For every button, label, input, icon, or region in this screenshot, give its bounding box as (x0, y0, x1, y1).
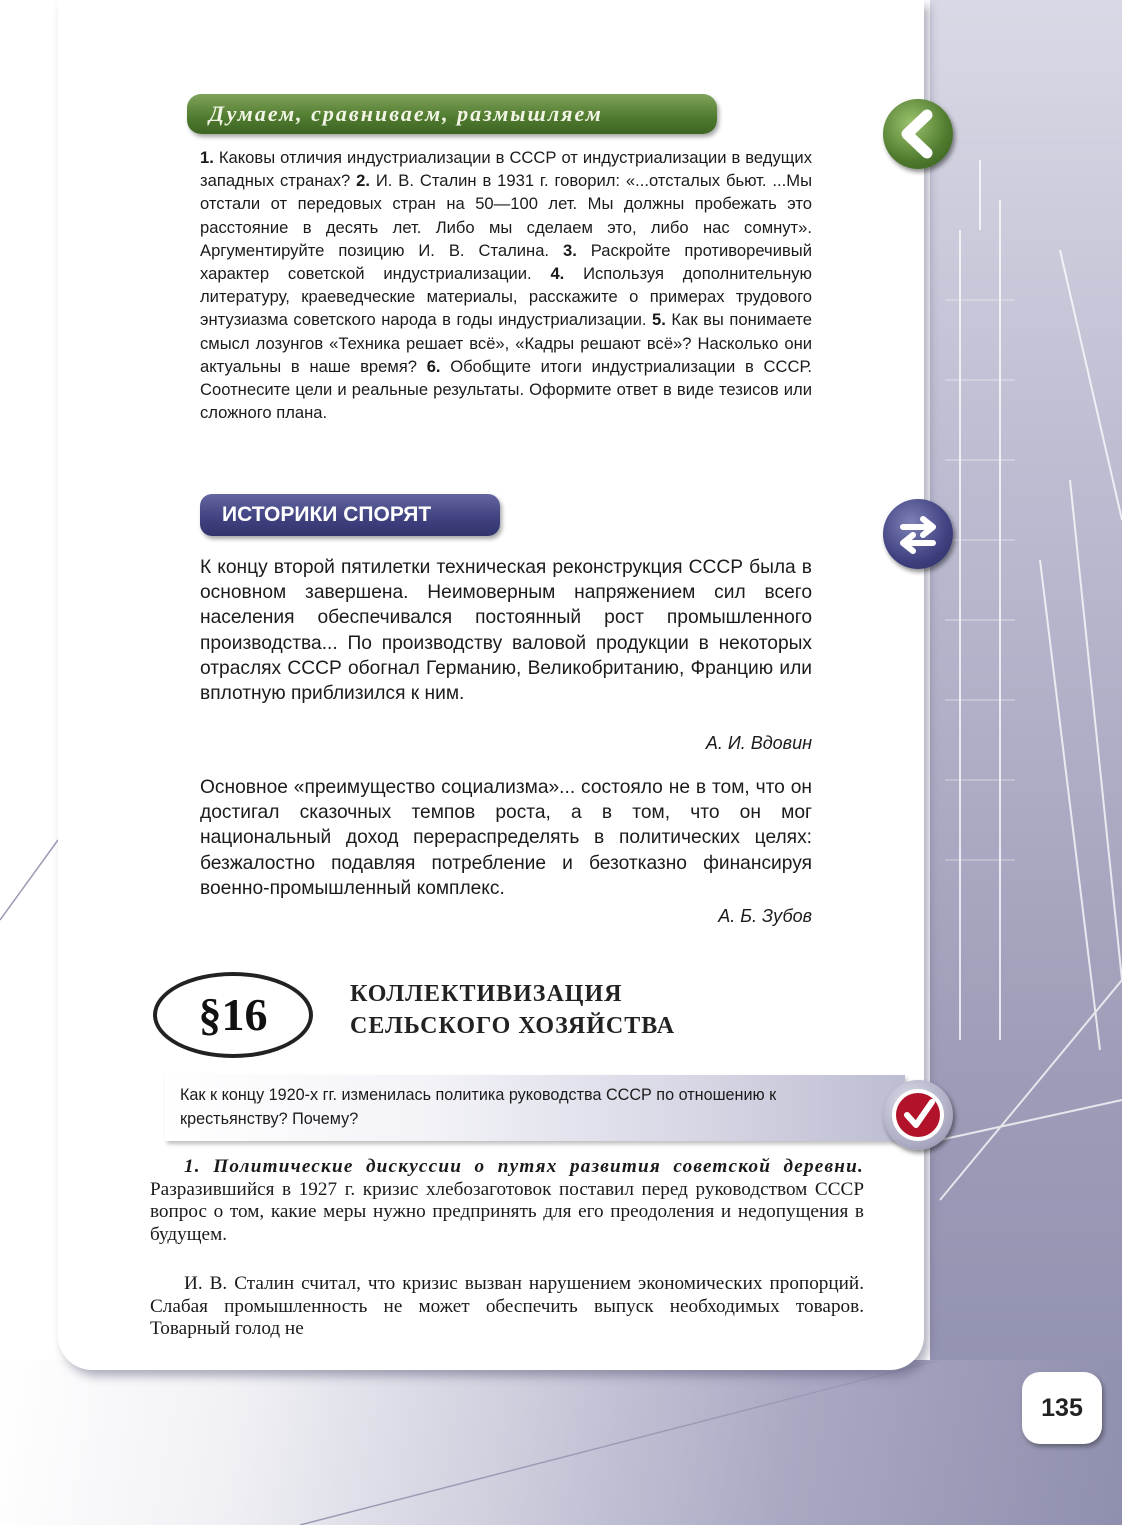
historian-quote-1: К концу второй пятилетки техническая реконструкция СССР была в основном завершена. Неимоверным напряжением сил всего населения обеспечивался постоянный рост промышленного производства... По производству валовой продукции в некоторых отраслях СССР обогнал Германию, Великобританию, Францию или вплотную приблизился к ним. (200, 557, 812, 705)
historian-quote-2: Основное «преимущество социализма»... состояло не в том, что он достигал сказочных темпов роста, а в том, что он мог национальный доход перераспределять в политических целях: безжалостно подавляя потребление и безотказно финансируя военно-промышленный комплекс. (200, 777, 812, 899)
question-number: 2. (356, 171, 370, 191)
paragraph-number-badge: §16 (153, 972, 313, 1058)
historian-author-2: А. Б. Зубов (718, 906, 812, 926)
checkmark-icon[interactable] (883, 1080, 953, 1150)
question-number: 5. (652, 310, 666, 330)
question-number: 6. (426, 356, 441, 376)
lead-question-text: Как к концу 1920-х гг. изменилась политика руководства СССР по отношению к крестьянству? Почему? (180, 1086, 777, 1128)
paragraph-title-line2: СЕЛЬСКОГО ХОЗЯЙСТВА (350, 1013, 676, 1039)
question-text: Раскройте противоречивый характер советской индустриализации. (200, 240, 812, 284)
question-text: Используя дополнительную литературу, краеведческие материалы, расскажите о примерах трудового энтузиазма советского народа в годы индустриализации. (200, 264, 812, 330)
back-arrow-icon[interactable] (883, 99, 953, 169)
question-text: И. В. Сталин в 1931 г. говорил: «...отсталых бьют. ...Мы отстали от передовых стран на 50—100 лет. Мы должны пробежать это расстояние в десять лет. Либо мы сделаем это, либо нас сомнут». Аргументируйте позицию И. В. Сталина. (200, 171, 812, 260)
paragraph-title-line1: КОЛЛЕКТИВИЗАЦИЯ (350, 981, 623, 1007)
body-paragraph-1 (150, 1156, 864, 1246)
section-heading-think: Думаем, сравниваем, размышляем (187, 94, 717, 134)
question-number: 4. (550, 264, 565, 284)
question-text: Обобщите итоги индустриализации в СССР. Соотнесите цели и реальные результаты. Оформите ответ в виде тезисов или сложного плана. (200, 356, 812, 423)
body-paragraph-2: И. В. Сталин считал, что кризис вызван нарушением экономических пропорций. Слабая промышленность не может обеспечить выпуск необходимых товаров. Товарный голод не (150, 1273, 864, 1340)
question-text: Каковы отличия индустриализации в СССР от индустриализации в ведущих западных странах? (200, 148, 812, 191)
page-number: 135 (1022, 1372, 1102, 1444)
body-text-1: Разразившийся в 1927 г. кризис хлебозаготовок поставил перед руководством СССР вопрос о том, какие меры нужно предпринять для его преодоления и недопущения в будущем. (150, 1178, 864, 1245)
question-text: Как вы понимаете смысл лозунгов «Техника решает всё», «Кадры решают всё»? Насколько они актуальны в наше время? (200, 310, 812, 376)
paragraph-subheading: 1. Политические дискуссии о путях развития советской деревни. (184, 1156, 864, 1177)
section-heading-historians: ИСТОРИКИ СПОРЯТ (200, 494, 500, 536)
historian-author-1: А. И. Вдовин (705, 733, 812, 753)
question-number: 1. (200, 148, 214, 167)
paragraph-title (350, 978, 675, 1042)
questions-paragraph (200, 146, 812, 424)
question-number: 3. (562, 240, 577, 260)
swap-arrows-icon[interactable] (883, 499, 953, 569)
